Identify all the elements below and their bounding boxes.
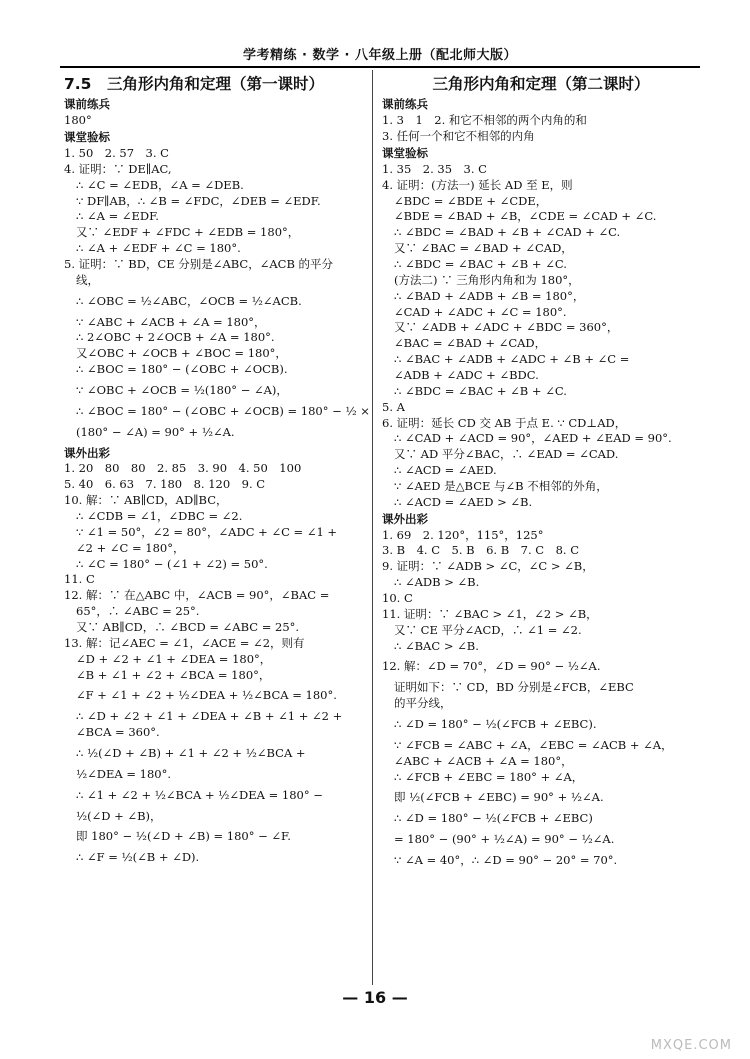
answer-line: ∴ ∠FCB + ∠EBC = 180° + ∠A， <box>394 769 584 784</box>
answer-line: (180° − ∠A) = 90° + ½∠A. <box>76 424 235 439</box>
answer-line: 1. 20 80 80 2. 85 3. 90 4. 50 100 <box>64 461 302 476</box>
answer-line: ∠ADB + ∠ADC + ∠BDC. <box>394 367 539 382</box>
answer-line: ∴ ∠D = 180° − ½(∠FCB + ∠EBC) <box>394 811 593 826</box>
in-class-answers <box>64 145 370 441</box>
answer-line: ∴ ∠A = ∠EDF. <box>76 209 159 224</box>
page-number: — 16 — <box>342 988 408 1007</box>
answer-line: 4. 证明：(方法一) 延长 AD 至 E，则 <box>382 177 573 192</box>
answer-line: 即 180° − ½(∠D + ∠B) = 180° − ∠F. <box>76 829 291 844</box>
heading-extension: 课外出彩 <box>64 445 110 460</box>
answer-line: 6. 证明：延长 CD 交 AB 于点 E. ∵ CD⊥AD， <box>382 415 627 430</box>
answer-line: 12. 解：∵ 在△ABC 中，∠ACB = 90°，∠BAC = <box>64 588 330 603</box>
answer-line: ∵ ∠A = 40°，∴ ∠D = 90° − 20° = 70°. <box>394 853 618 868</box>
answer-line: ∵ ∠AED 是△BCE 与∠B 不相邻的外角， <box>394 479 608 493</box>
answer-line: 5. A <box>382 399 405 414</box>
answer-line: ∠BDC = ∠BDE + ∠CDE， <box>394 193 548 208</box>
answer-line: ∴ ∠CDB = ∠1，∠DBC = ∠2. <box>76 509 243 523</box>
answer-line: ∴ ∠BDC = ∠BAC + ∠B + ∠C. <box>394 383 567 398</box>
heading-pre-class: 课前练兵 <box>382 97 428 112</box>
answer-line: 又∵ ∠EDF + ∠FDC + ∠EDB = 180°， <box>76 225 300 240</box>
answer-line: 5. 40 6. 63 7. 180 8. 120 9. C <box>64 477 266 492</box>
answer-line: 12. 解：∠D = 70°，∠D = 90° − ½∠A. <box>382 659 601 674</box>
answer-line: 又∵ AD 平分∠BAC，∴ ∠EAD = ∠CAD. <box>394 447 619 462</box>
answer-line: ∴ ∠A + ∠EDF + ∠C = 180°. <box>76 241 241 256</box>
heading-in-class: 课堂验标 <box>64 130 110 145</box>
watermark: MXQE.COM <box>650 1038 732 1053</box>
heading-pre-class: 课前练兵 <box>64 97 110 112</box>
pre-class-answers <box>382 113 700 145</box>
answer-line: ∠BCA = 360°. <box>76 725 160 740</box>
answer-line: ∴ ½(∠D + ∠B) + ∠1 + ∠2 + ½∠BCA + <box>76 746 306 761</box>
answer-line: ∴ ∠BAC + ∠ADB + ∠ADC + ∠B + ∠C = <box>394 352 630 367</box>
answer-line: ∴ ∠1 + ∠2 + ½∠BCA + ½∠DEA = 180° − <box>76 787 323 802</box>
answer-line: ∵ ∠OBC + ∠OCB = ½(180° − ∠A)， <box>76 382 288 397</box>
answer-line: 又∠OBC + ∠OCB + ∠BOC = 180°， <box>76 346 287 361</box>
answer-line: ∴ ∠BOC = 180° − (∠OBC + ∠OCB). <box>76 362 288 377</box>
answer-line: 1. 69 2. 120°，115°，125° <box>382 527 544 542</box>
answer-line: ∠BAC = ∠BAD + ∠CAD， <box>394 336 547 351</box>
answer-line: 3. B 4. C 5. B 6. B 7. C 8. C <box>382 543 580 558</box>
answer-line: 线， <box>76 272 99 287</box>
answer-line: ∴ ∠ADB > ∠B. <box>394 575 480 590</box>
answer-line: ∵ ∠ABC + ∠ACB + ∠A = 180°， <box>76 314 266 329</box>
answer-line: ∴ ∠C = 180° − (∠1 + ∠2) = 50°. <box>76 556 268 571</box>
answer-line: ∠CAD + ∠ADC + ∠C = 180°. <box>394 304 567 319</box>
answer-line: ∴ ∠ACD = ∠AED. <box>394 463 497 478</box>
answer-line: ∵ ∠1 = 50°，∠2 = 80°，∠ADC + ∠C = ∠1 + <box>76 524 338 539</box>
heading-in-class: 课堂验标 <box>382 145 428 160</box>
answer-line: ∵ ∠FCB = ∠ABC + ∠A，∠EBC = ∠ACB + ∠A， <box>394 737 673 752</box>
answer-line: ½(∠D + ∠B)， <box>76 808 162 823</box>
extension-answers <box>64 461 366 866</box>
answer-line: ∴ ∠F = ½(∠B + ∠D). <box>76 850 200 865</box>
answer-line: ∵ DF∥AB，∴ ∠B = ∠FDC，∠DEB = ∠EDF. <box>76 193 321 208</box>
answer-line: ∴ 2∠OBC + 2∠OCB + ∠A = 180°. <box>76 330 275 345</box>
extension-answers <box>382 528 700 869</box>
answer-line: 13. 解：记∠AEC = ∠1，∠ACE = ∠2，则有 <box>64 635 305 650</box>
answer-line: 即 ½(∠FCB + ∠EBC) = 90° + ½∠A. <box>394 790 604 805</box>
right-column <box>382 74 700 869</box>
answer-line: ½∠DEA = 180°. <box>76 766 172 781</box>
in-class-answers <box>382 162 700 511</box>
answer-line: ∠BDE = ∠BAD + ∠B，∠CDE = ∠CAD + ∠C. <box>394 209 657 224</box>
answer-line: 又∵ CE 平分∠ACD，∴ ∠1 = ∠2. <box>394 622 582 637</box>
answer-line: 11. 证明：∵ ∠BAC > ∠1，∠2 > ∠B， <box>382 606 598 621</box>
answer-line: ∴ ∠OBC = ½∠ABC，∠OCB = ½∠ACB. <box>76 293 302 308</box>
answer-line: 65°，∴ ∠ABC = 25°. <box>76 604 200 619</box>
answer-line: 证明如下：∵ CD，BD 分别是∠FCB，∠EBC <box>394 680 634 695</box>
answer-line: ∠F + ∠1 + ∠2 + ½∠DEA + ½∠BCA = 180°. <box>76 688 337 703</box>
column-divider <box>372 70 373 985</box>
heading-extension: 课外出彩 <box>382 511 428 526</box>
answer-line: 1. 35 2. 35 3. C <box>382 161 487 176</box>
answer-line: 又∵ AB∥CD，∴ ∠BCD = ∠ABC = 25°. <box>76 620 300 635</box>
answer-line: (方法二) ∵ 三角形内角和为 180°， <box>394 272 580 287</box>
answer-line: 9. 证明：∵ ∠ADB > ∠C，∠C > ∠B， <box>382 559 594 574</box>
answer-line: ∴ ∠D = 180° − ½(∠FCB + ∠EBC). <box>394 717 597 732</box>
pre-class-answer: 180° <box>64 113 92 128</box>
answer-line: ∠ABC + ∠ACB + ∠A = 180°， <box>394 753 573 768</box>
section-title-lesson-2: 三角形内角和定理（第二课时） <box>432 75 650 93</box>
answer-line: 又∵ ∠ADB + ∠ADC + ∠BDC = 360°， <box>394 320 619 335</box>
answer-line: 5. 证明：∵ BD，CE 分别是∠ABC，∠ACB 的平分 <box>64 256 334 271</box>
section-title-7-5: 7.5 三角形内角和定理（第一课时） <box>64 75 324 93</box>
answer-line: ∴ ∠BAC > ∠B. <box>394 638 479 653</box>
answer-line: ∠2 + ∠C = 180°， <box>76 540 185 555</box>
answer-line: ∴ ∠BOC = 180° − (∠OBC + ∠OCB) = 180° − ½ × <box>76 403 370 418</box>
answer-line: = 180° − (90° + ½∠A) = 90° − ½∠A. <box>394 832 615 847</box>
answer-line: 1. 3 1 2. 和它不相邻的两个内角的和 <box>382 113 587 128</box>
answer-line: ∠B + ∠1 + ∠2 + ∠BCA = 180°， <box>76 667 271 682</box>
answer-line: 10. C <box>382 591 413 606</box>
answer-line: 3. 任何一个和它不相邻的内角 <box>382 129 535 144</box>
answer-line: 11. C <box>64 572 95 587</box>
answer-line: ∠D + ∠2 + ∠1 + ∠DEA = 180°， <box>76 651 272 666</box>
answer-line: 10. 解：∵ AB∥CD，AD∥BC， <box>64 493 228 508</box>
answer-line: ∴ ∠BDC = ∠BAC + ∠B + ∠C. <box>394 256 567 271</box>
answer-line: 又∵ ∠BAC = ∠BAD + ∠CAD， <box>394 241 573 256</box>
answer-line: ∴ ∠BDC = ∠BAD + ∠B + ∠CAD + ∠C. <box>394 225 621 240</box>
answer-line: ∴ ∠BAD + ∠ADB + ∠B = 180°， <box>394 288 585 303</box>
answer-line: ∴ ∠CAD + ∠ACD = 90°，∠AED + ∠EAD = 90°. <box>394 431 672 446</box>
answer-line: 的平分线， <box>394 696 452 711</box>
answer-line: 4. 证明：∵ DE∥AC, <box>64 161 172 176</box>
left-column <box>64 74 370 871</box>
header-rule <box>60 66 700 68</box>
answer-line: 1. 50 2. 57 3. C <box>64 145 169 160</box>
answer-line: ∴ ∠C = ∠EDB，∠A = ∠DEB. <box>76 177 244 192</box>
answer-line: ∴ ∠D + ∠2 + ∠1 + ∠DEA + ∠B + ∠1 + ∠2 + <box>76 709 343 724</box>
answer-line: ∴ ∠ACD = ∠AED > ∠B. <box>394 494 533 509</box>
page-header: 学考精练 · 数学 · 八年级上册（配北师大版） <box>243 48 517 63</box>
